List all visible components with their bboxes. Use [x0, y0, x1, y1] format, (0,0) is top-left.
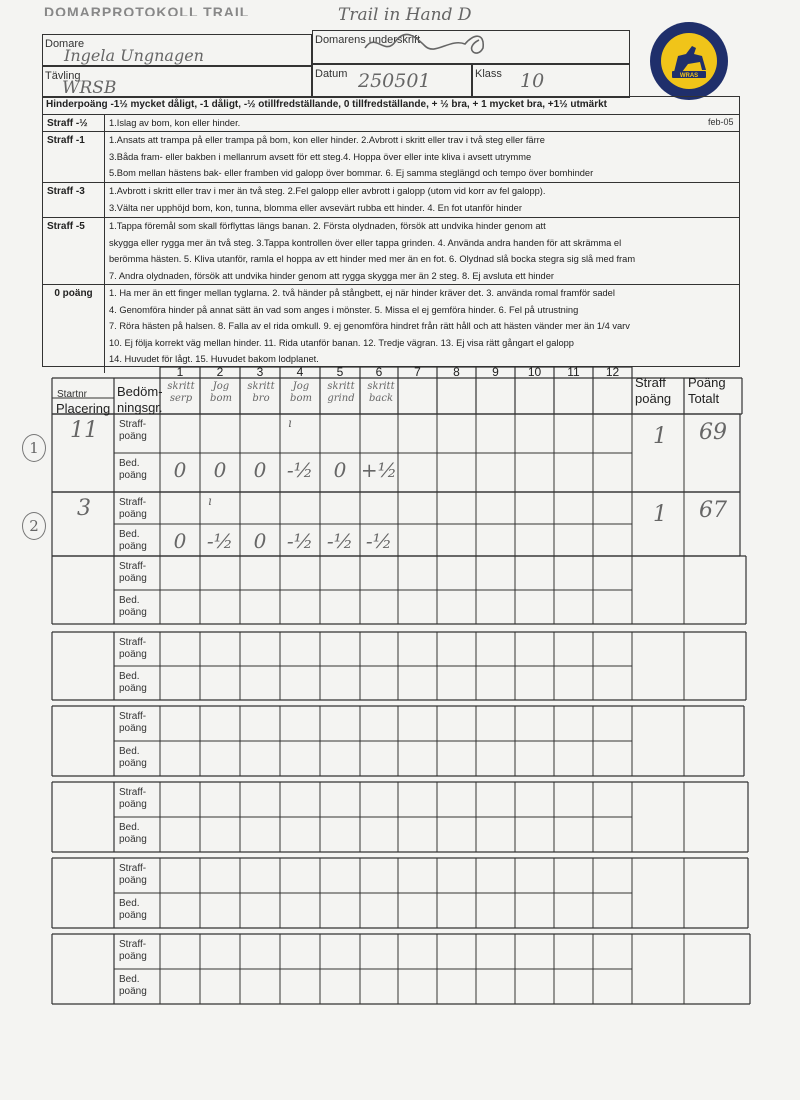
entry-circle-number: 2 — [22, 512, 46, 540]
obstacle-number: 9 — [492, 365, 499, 379]
obstacle-score: -½ — [326, 529, 354, 553]
rule-heading: Straff -½ — [43, 115, 105, 131]
rule-heading: Straff -1 — [43, 132, 105, 182]
total-points-value: 69 — [699, 420, 727, 445]
obstacle-score: 0 — [333, 458, 347, 482]
obstacle-score: -½ — [206, 529, 234, 553]
judging-group-label-1: Bedöm- — [117, 384, 163, 399]
obstacle-score: +½ — [360, 458, 398, 482]
obstacle-name: skritt bro — [247, 381, 275, 404]
judge-row-label: poäng — [119, 683, 147, 694]
obstacle-score: 0 — [253, 529, 267, 553]
obstacle-score: 0 — [253, 458, 267, 482]
class-label: Klass — [475, 68, 502, 80]
rule-text: 1.Tappa föremål som skall förflyttas längs banan. 2. Första olydnaden, försök att undvika hinder genom att skygga eller rygga mer än två steg. 3.Tappa kontrollen över eller tappa grinden. 4. Använda andra handen för att skrämma el berömma hästen. 5. Kliva utanför, ramla el hoppa av ett hinder med mer än en fot. 6. Olydnad slå bocka stegra sig slå med fram 7. Andra olydnaden, försök att undvika hinder genom att rygga skygga mer än 2 steg. 8. Ej avsluta ett hinder — [109, 221, 636, 281]
rule-text: 1.Islag av bom, kon eller hinder. — [109, 118, 241, 128]
judging-group-label-2: ningsgr. — [117, 400, 163, 415]
rule-text: 1. Ha mer än ett finger mellan tyglarna. 2. två händer på stångbett, ej när hinder kräver det. 3. använda romal framför sadel 4. Genomföra hinder på annat sätt än vad som anges i mönster. 5. Missa el ej gemföra hinder. 6. Fel på utrustning 7. Röra hästen på halsen. 8. Falla av el rida omkull. 9. ej genomföra hindret från rätt håll och att hästen vänder mer än 1/4 varv 10. Ej följa korrekt väg mellan hinder. 11. Rida utanför banan. 12. Tredje vägran. 13. Ej visa rätt gångart el galopp 14. Huvudet för lågt. 15. Huvudet bakom lodplanet. — [109, 288, 630, 364]
judge-row-label: poäng — [119, 541, 147, 552]
penalty-points-value: 1 — [653, 424, 667, 449]
penalty-row-label: Straff- — [119, 637, 147, 648]
rule-text: 1.Ansats att trampa på eller trampa på bom, kon eller hinder. 2.Avbrott i skritt eller trav i två steg eller färre 3.Båda fram- eller bakben i mellanrum avsett för ett steg.4. Hoppa över eller inte kliva i avsett utrymme 5.Bom mellan hästens bak- eller framben vid galopp över bommar. 6. Ej samma steglängd och tempo över bomhinder — [109, 135, 594, 178]
obstacle-name: skritt back — [367, 381, 395, 404]
rule-heading: Straff -3 — [43, 183, 105, 217]
rules-intro: Hinderpoäng -1½ mycket dåligt, -1 dåligt, -½ otillfredställande, 0 tillfredställande, + ½ bra, + 1 mycket bra, +1½ utmärkt — [43, 97, 739, 115]
penalty-row-label: poäng — [119, 649, 147, 660]
penalty-row-label: Straff- — [119, 711, 147, 722]
total-points-value: 67 — [699, 498, 727, 523]
obstacle-number: 6 — [375, 365, 383, 379]
obstacle-score: 0 — [213, 458, 227, 482]
penalty-mark: ı — [208, 494, 212, 508]
penalty-mark: ı — [288, 416, 292, 430]
penalty-row-label: poäng — [119, 509, 147, 520]
obstacle-name: skritt grind — [327, 381, 355, 404]
penalty-row-label: poäng — [119, 573, 147, 584]
judge-row-label: Bed. — [119, 529, 140, 540]
obstacle-number: 2 — [216, 365, 224, 379]
penalty-row-label: Straff- — [119, 419, 147, 430]
judge-row-label: poäng — [119, 834, 147, 845]
obstacle-name: Jog bom — [290, 381, 312, 404]
obstacle-number: 8 — [453, 365, 460, 379]
penalty-row-label: Straff- — [119, 497, 147, 508]
competition-label: Tävling — [45, 70, 81, 82]
obstacle-score: -½ — [286, 458, 314, 482]
rule-heading: Straff -5 — [43, 218, 105, 284]
judge-row-label: Bed. — [119, 898, 140, 909]
entry-circle-number: 1 — [22, 434, 46, 462]
sheet-title: DOMARPROTOKOLL TRAIL — [44, 4, 250, 16]
obstacle-number: 11 — [567, 365, 580, 379]
obstacle-score: 0 — [173, 529, 187, 553]
date-value: 250501 — [358, 70, 431, 92]
judge-row-label: poäng — [119, 470, 147, 481]
obstacle-name: Jog bom — [210, 381, 232, 404]
penalty-row-label: Straff- — [119, 939, 147, 950]
start-number: 11 — [70, 418, 98, 443]
obstacle-number: 4 — [296, 365, 304, 379]
obstacle-score: -½ — [286, 529, 314, 553]
logo-text: WRAS — [679, 73, 699, 79]
obstacle-score: -½ — [365, 529, 393, 553]
date-label: Datum — [315, 68, 348, 80]
penalty-row-label: poäng — [119, 875, 147, 886]
obstacle-number: 10 — [527, 365, 542, 379]
judge-row-label: poäng — [119, 607, 147, 618]
judge-row-label: Bed. — [119, 822, 140, 833]
penalty-row-label: Straff- — [119, 863, 147, 874]
penalty-row-label: poäng — [119, 431, 147, 442]
judge-value: Ingela Ungnagen — [64, 46, 204, 65]
judge-row-label: Bed. — [119, 458, 140, 469]
judge-row-label: Bed. — [119, 671, 140, 682]
total-points-header-1: Poäng — [688, 375, 726, 390]
total-points-header-2: Totalt — [688, 391, 720, 406]
obstacle-name: skritt serp — [167, 381, 195, 404]
judge-row-label: Bed. — [119, 595, 140, 606]
penalty-points-header-2: poäng — [635, 391, 672, 406]
judge-signature-label: Domarens underskrift — [315, 34, 421, 46]
obstacle-number: 1 — [176, 365, 184, 379]
penalty-row-label: poäng — [119, 951, 147, 962]
judge-row-label: poäng — [119, 986, 147, 997]
class-name-handwritten: Trail in Hand D — [338, 5, 472, 25]
judge-label: Domare — [45, 38, 85, 50]
placing-label: Placering — [56, 401, 111, 416]
penalty-row-label: poäng — [119, 723, 147, 734]
obstacle-score: 0 — [173, 458, 187, 482]
competition-value: WRSB — [62, 78, 117, 98]
penalty-points-header-1: Straff — [635, 375, 666, 390]
judge-row-label: Bed. — [119, 746, 140, 757]
judge-row-label: poäng — [119, 910, 147, 921]
judge-row-label: Bed. — [119, 974, 140, 985]
class-value: 10 — [520, 70, 545, 92]
obstacle-number: 12 — [605, 365, 620, 379]
obstacle-number: 5 — [336, 365, 344, 379]
rule-heading: 0 poäng — [43, 285, 105, 373]
penalty-points-value: 1 — [653, 502, 667, 527]
penalty-row-label: Straff- — [119, 561, 147, 572]
form-version: feb-05 — [708, 117, 734, 127]
obstacle-number: 7 — [414, 365, 421, 379]
penalty-row-label: poäng — [119, 799, 147, 810]
penalty-row-label: Straff- — [119, 787, 147, 798]
rule-text: 1.Avbrott i skritt eller trav i mer än två steg. 2.Fel galopp eller avbrott i galopp (utom vid korr av fel galopp). 3.Välta ner upphöjd bom, kon, tunna, blomma eller avsevärt rubba ett hinder. 4. En fot utanför hinder — [109, 186, 546, 213]
obstacle-number: 3 — [256, 365, 264, 379]
start-number: 3 — [77, 496, 91, 521]
start-number-label: Startnr — [57, 389, 88, 400]
judge-row-label: poäng — [119, 758, 147, 769]
